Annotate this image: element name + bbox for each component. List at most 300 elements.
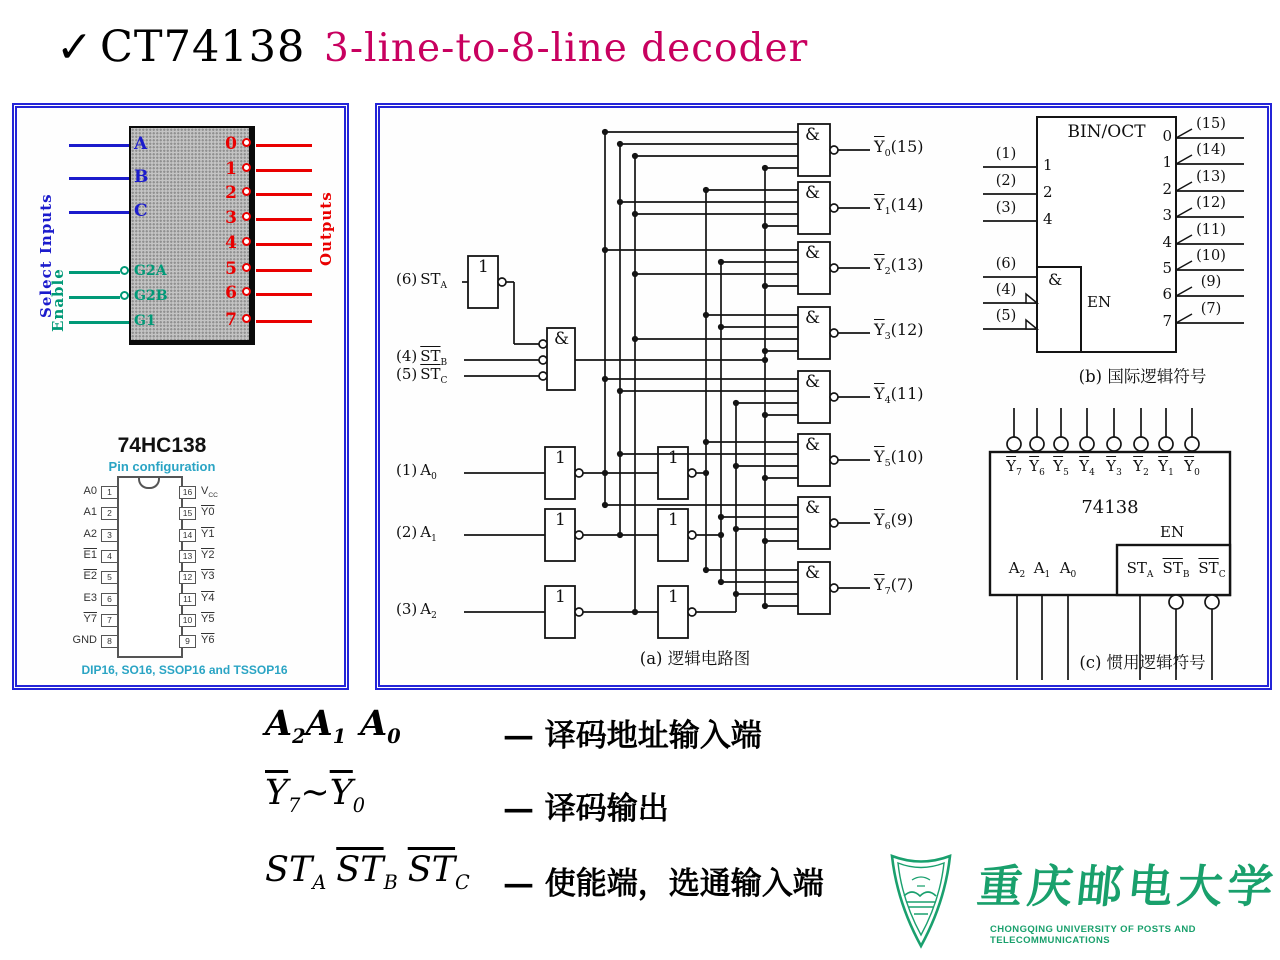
legend-term-enable: $ST_A$ $\overline{ST}_B$ $\overline{ST}_C$: [265, 850, 470, 894]
junction-dot: [632, 153, 638, 159]
text: $\overline{ST}$: [1198, 559, 1219, 577]
chip-enable-label: G1: [134, 313, 156, 329]
text: A1: [83, 506, 97, 518]
input-label-a2: [396, 601, 437, 621]
signal-symbol: $\overline{Y}_6$: [874, 510, 891, 533]
conv-output-label: [1100, 458, 1128, 478]
output-bubble: [242, 187, 251, 196]
university-name-cn: 重庆邮电大学: [974, 860, 1280, 913]
iec-input-weight: 2: [1043, 183, 1053, 201]
junction-dot: [703, 567, 709, 573]
junction-dot: [718, 532, 724, 538]
gate-symbol: 1: [668, 448, 679, 468]
output-label-y5: [874, 448, 924, 469]
signal-symbol: $\overline{Y}_3$: [874, 320, 891, 343]
output-wire: [256, 269, 312, 272]
chip-select-label: C: [134, 201, 148, 221]
inversion-bubble: [1134, 437, 1148, 451]
gate-symbol: 1: [668, 587, 679, 607]
enable-bubble: [120, 266, 129, 275]
junction-dot: [762, 283, 768, 289]
signal-symbol: $\overline{ST}_C$: [420, 365, 448, 386]
text: (10): [890, 447, 924, 466]
text: $\overline{Y}$: [1133, 457, 1144, 475]
junction-dot: [762, 475, 768, 481]
text: $\overline{Y}$: [874, 575, 885, 594]
text: A2: [83, 528, 97, 540]
iec-output-pin: (9): [1200, 274, 1222, 290]
pin-number: 1: [101, 486, 118, 499]
conv-output-label: [1073, 458, 1101, 478]
outputs-label: Outputs: [317, 191, 335, 266]
inversion-bubble: [830, 519, 838, 527]
pin-label: [43, 634, 97, 646]
text: Y4: [201, 592, 215, 604]
input-label-a1: [396, 524, 437, 544]
conv-output-label: [1178, 458, 1206, 478]
pin-label: [43, 592, 97, 604]
text: Y0: [201, 506, 215, 518]
circuit-drawing: [380, 108, 1267, 685]
text: A: [420, 461, 432, 479]
pin-number: 11: [179, 593, 196, 606]
gate-symbol: &: [805, 243, 821, 263]
text: $\overline{Y}$: [874, 255, 885, 274]
junction-dot: [762, 223, 768, 229]
inversion-bubble: [539, 356, 547, 364]
text: $\overline{ST}$: [420, 347, 441, 365]
pin-label: [43, 613, 97, 625]
junction-dot: [703, 470, 709, 476]
pin-label: [201, 528, 255, 540]
signal-symbol: $\overline{ST}_B$: [1162, 559, 1190, 580]
inversion-bubble: [830, 146, 838, 154]
pin-label: [43, 528, 97, 540]
junction-dot: [617, 451, 623, 457]
text: $\overline{Y}$: [874, 447, 885, 466]
output-bubble: [242, 263, 251, 272]
output-label-y1: [874, 196, 924, 217]
text: (4): [396, 347, 418, 365]
pin-number: 14: [179, 529, 196, 542]
output-wire: [256, 293, 312, 296]
pin-number: 9: [179, 635, 196, 648]
signal-symbol: $A_0$: [420, 461, 437, 482]
pin-label: [43, 485, 97, 497]
text: (2): [396, 523, 418, 541]
conv-en-label: EN: [1160, 523, 1185, 541]
junction-dot: [632, 336, 638, 342]
check-icon: ✓: [56, 22, 93, 73]
junction-dot: [718, 259, 724, 265]
text: $\overline{Y}$: [1006, 457, 1017, 475]
iec-output-num: 3: [1162, 206, 1172, 224]
chip-output-label: 6: [225, 283, 237, 303]
text: $\overline{Y}$: [874, 137, 885, 156]
junction-dot: [718, 514, 724, 520]
signal-symbol: $\overline{Y}_1$: [874, 195, 891, 218]
pin-number: 16: [179, 486, 196, 499]
output-bubble: [242, 212, 251, 221]
dip-package-body: [117, 476, 183, 658]
junction-dot: [762, 348, 768, 354]
chip-enable-label: G2B: [134, 288, 168, 304]
iec-output-num: 0: [1162, 127, 1172, 145]
pin-label: [43, 506, 97, 518]
iec-input-weight: 1: [1043, 156, 1053, 174]
inversion-bubble: [830, 329, 838, 337]
text: $\overline{Y}$: [1053, 457, 1064, 475]
pin-number: 15: [179, 507, 196, 520]
pin-number: 13: [179, 550, 196, 563]
page-title: CT74138: [100, 22, 306, 72]
text: Y6: [201, 634, 215, 646]
pin-label: [201, 613, 255, 625]
text: (9): [890, 510, 914, 529]
inversion-bubble: [575, 531, 583, 539]
signal-symbol: $\overline{Y}_4$: [1079, 457, 1095, 478]
text: $\overline{Y}$: [874, 195, 885, 214]
text: A: [1033, 559, 1045, 577]
enable-bubble: [120, 291, 129, 300]
pinconfig-packages: DIP16, SO16, SSOP16 and TSSOP16: [81, 663, 288, 677]
signal-symbol: $\overline{Y}_0$: [874, 137, 891, 160]
text: $\overline{Y}$: [874, 510, 885, 529]
iec-output-pin: (15): [1196, 116, 1226, 132]
signal-symbol: $\overline{Y}_2$: [874, 255, 891, 278]
text: Y2: [201, 549, 215, 561]
legend-term-outputs: $\overline{Y}_7\sim\overline{Y}_0$: [265, 773, 366, 817]
enable-label: Enable: [49, 268, 67, 332]
conv-output-label: [1047, 458, 1075, 478]
pin-label: $V_{CC}$: [201, 485, 218, 500]
iec-enable-pin: (5): [995, 308, 1017, 324]
gate-symbol: &: [805, 498, 821, 518]
signal-symbol: $ST_A$: [420, 270, 448, 291]
pin-label: [201, 506, 255, 518]
junction-dot: [733, 463, 739, 469]
text: $\overline{Y}$: [874, 320, 885, 339]
text: $\overline{Y}$: [1029, 457, 1040, 475]
text: E2: [83, 570, 97, 582]
inversion-bubble: [688, 608, 696, 616]
iec-enable-pin: (4): [995, 282, 1017, 298]
signal-symbol: $\overline{Y}_2$: [1133, 457, 1149, 478]
output-label-y0: [874, 138, 924, 159]
text: Y1: [201, 528, 215, 540]
output-label-y4: [874, 385, 924, 406]
iec-output-num: 2: [1162, 180, 1172, 198]
output-bubble: [242, 314, 251, 323]
pin-number: 4: [101, 550, 118, 563]
junction-dot: [617, 141, 623, 147]
signal-symbol: $A_2$: [420, 600, 437, 621]
inversion-bubble: [688, 469, 696, 477]
select-inputs-label: Select Inputs: [37, 193, 55, 318]
iec-output-pin: (13): [1196, 169, 1226, 185]
junction-dot: [718, 324, 724, 330]
iec-output-pin: (7): [1200, 301, 1222, 317]
logic-diagrams-panel: [375, 103, 1272, 690]
iec-input-weight: 4: [1043, 210, 1053, 228]
signal-symbol: $\overline{Y}_0$: [1184, 457, 1200, 478]
output-bubble: [242, 287, 251, 296]
text: $\overline{Y}$: [1106, 457, 1117, 475]
text: $\overline{Y}$: [1079, 457, 1090, 475]
iec-output-num: 4: [1162, 233, 1172, 251]
text: (11): [890, 384, 924, 403]
junction-dot: [762, 603, 768, 609]
text: V: [201, 485, 209, 497]
conv-output-label: [1152, 458, 1180, 478]
iec-input-pin: (1): [995, 146, 1017, 162]
chip-select-label: B: [134, 167, 149, 187]
inversion-bubble: [1205, 595, 1219, 609]
text: A: [420, 523, 432, 541]
gate-symbol: &: [805, 563, 821, 583]
text: (15): [890, 137, 924, 156]
chip-output-label: 2: [225, 183, 237, 203]
inversion-bubble: [539, 372, 547, 380]
inversion-bubble: [1080, 437, 1094, 451]
junction-dot: [602, 247, 608, 253]
junction-dot: [617, 388, 623, 394]
signal-symbol: $\overline{Y}_6$: [1029, 457, 1045, 478]
text: Y5: [201, 613, 215, 625]
iec-output-num: 7: [1162, 312, 1172, 330]
text: $\overline{ST}$: [1162, 559, 1183, 577]
text: A0: [83, 485, 97, 497]
output-bubble: [242, 138, 251, 147]
junction-dot: [632, 609, 638, 615]
signal-symbol: $\overline{Y}_5$: [874, 447, 891, 470]
caption-c: (c) 惯用逻辑符号: [1079, 653, 1206, 672]
chip-output-label: 7: [225, 310, 237, 330]
conv-st-label: [1191, 560, 1233, 580]
text: (14): [890, 195, 924, 214]
pin-number: 10: [179, 614, 196, 627]
junction-dot: [602, 470, 608, 476]
legend-desc-enable: — 使能端，选通输入端: [503, 866, 824, 902]
inversion-bubble: [830, 264, 838, 272]
text: E3: [83, 592, 97, 604]
junction-dot: [617, 532, 623, 538]
inversion-bubble: [830, 584, 838, 592]
signal-symbol: $\overline{Y}_1$: [1158, 457, 1174, 478]
select-input-wire: [69, 177, 129, 180]
output-wire: [256, 243, 312, 246]
output-bubble: [242, 237, 251, 246]
inversion-bubble: [1159, 437, 1173, 451]
legend-desc-address: — 译码地址输入端: [503, 718, 762, 754]
pin-number: 2: [101, 507, 118, 520]
junction-dot: [733, 591, 739, 597]
junction-dot: [762, 165, 768, 171]
inversion-bubble: [1185, 437, 1199, 451]
inversion-bubble: [575, 469, 583, 477]
text: ST: [1126, 559, 1147, 577]
inversion-bubble: [1169, 595, 1183, 609]
inversion-bubble: [575, 608, 583, 616]
caption-a: (a) 逻辑电路图: [639, 649, 751, 668]
text: (1): [396, 461, 418, 479]
iec-and-symbol: &: [1048, 270, 1063, 289]
pin-number: 5: [101, 571, 118, 584]
pin-number: 3: [101, 529, 118, 542]
conv-output-label: [1127, 458, 1155, 478]
pin-label: [201, 592, 255, 604]
signal-symbol: $\overline{Y}_7$: [1006, 457, 1022, 478]
gate-symbol: 1: [478, 257, 489, 277]
text: (12): [890, 320, 924, 339]
text: ST: [420, 270, 441, 288]
text: $\overline{Y}$: [1158, 457, 1169, 475]
junction-dot: [632, 211, 638, 217]
page-subtitle: 3-line-to-8-line decoder: [324, 26, 809, 71]
signal-symbol: $\overline{ST}_B$: [420, 347, 448, 368]
signal-symbol: $\overline{Y}_5$: [1053, 457, 1069, 478]
conv-addr-label: [1029, 560, 1055, 580]
inversion-bubble: [498, 278, 506, 286]
output-wire: [256, 218, 312, 221]
conv-addr-label: [1055, 560, 1081, 580]
enable-input-wire: [69, 296, 120, 299]
iec-output-pin: (12): [1196, 195, 1226, 211]
legend-desc-outputs: — 译码输出: [503, 791, 669, 827]
output-wire: [256, 320, 312, 323]
junction-dot: [733, 526, 739, 532]
pin-label: [43, 549, 97, 561]
gate-symbol: &: [805, 125, 821, 145]
junction-dot: [762, 412, 768, 418]
signal-symbol: $\overline{ST}_C$: [1198, 559, 1226, 580]
gate-symbol: 1: [555, 587, 566, 607]
signal-symbol: $\overline{Y}_4$: [874, 384, 891, 407]
text: A: [1008, 559, 1020, 577]
pin-label: [201, 549, 255, 561]
gate-symbol: 1: [555, 448, 566, 468]
chip-output-label: 0: [225, 134, 237, 154]
pinconfig-title: 74HC138: [117, 434, 207, 457]
pin-label: [201, 634, 255, 646]
text: (5): [396, 365, 418, 383]
iec-output-pin: (11): [1196, 222, 1226, 238]
chip-overview-panel: [12, 103, 349, 690]
text: A: [420, 600, 432, 618]
text: $\overline{Y}$: [874, 384, 885, 403]
text: (7): [890, 575, 914, 594]
inversion-bubble: [688, 531, 696, 539]
text: Y7: [83, 613, 97, 625]
junction-dot: [718, 579, 724, 585]
junction-dot: [602, 376, 608, 382]
inversion-bubble: [539, 340, 547, 348]
iec-title: BIN/OCT: [1067, 122, 1146, 142]
junction-dot: [617, 199, 623, 205]
output-wire: [256, 169, 312, 172]
junction-dot: [762, 538, 768, 544]
conv-part-number: 74138: [1081, 497, 1139, 518]
output-label-y6: [874, 511, 913, 532]
junction-dot: [733, 400, 739, 406]
text: (13): [890, 255, 924, 274]
chip-output-label: 3: [225, 208, 237, 228]
gate-symbol: 1: [555, 510, 566, 530]
gate-symbol: &: [554, 329, 570, 349]
pin-label: [43, 570, 97, 582]
iec-output-num: 6: [1162, 285, 1172, 303]
signal-symbol: $A_1$: [420, 523, 437, 544]
iec-enable-pin: (6): [995, 256, 1017, 272]
text: A: [1059, 559, 1071, 577]
junction-dot: [703, 439, 709, 445]
signal-symbol: $A_1$: [1033, 559, 1051, 580]
inversion-bubble: [830, 204, 838, 212]
chip-enable-label: G2A: [134, 263, 167, 279]
signal-symbol: $\overline{Y}_3$: [1106, 457, 1122, 478]
text: Y3: [201, 570, 215, 582]
output-wire: [256, 144, 312, 147]
chip-output-label: 5: [225, 259, 237, 279]
pin-number: 6: [101, 593, 118, 606]
select-input-wire: [69, 211, 129, 214]
junction-dot: [602, 129, 608, 135]
output-wire: [256, 193, 312, 196]
gate-symbol: &: [805, 435, 821, 455]
input-label-a0: [396, 462, 437, 482]
legend-term-address: $A_2A_1$ $A_0$: [265, 703, 401, 748]
gate-symbol: &: [805, 183, 821, 203]
select-input-wire: [69, 144, 129, 147]
output-bubble: [242, 163, 251, 172]
text: GND: [72, 634, 97, 646]
input-label-sta: [396, 271, 447, 291]
chip-select-label: A: [134, 134, 148, 154]
signal-symbol: $A_2$: [1008, 559, 1026, 580]
iec-input-pin: (3): [995, 200, 1017, 216]
signal-symbol: $A_0$: [1059, 559, 1077, 580]
iec-output-num: 5: [1162, 259, 1172, 277]
inversion-bubble: [1107, 437, 1121, 451]
text: E1: [83, 549, 97, 561]
university-emblem-icon: [884, 850, 958, 952]
enable-input-wire: [69, 321, 129, 324]
junction-dot: [703, 187, 709, 193]
pinconfig-subtitle: Pin configuration: [108, 459, 216, 474]
junction-dot: [602, 502, 608, 508]
gate-symbol: 1: [668, 510, 679, 530]
inversion-bubble: [1030, 437, 1044, 451]
inversion-bubble: [1054, 437, 1068, 451]
pin-number: 8: [101, 635, 118, 648]
output-label-y2: [874, 256, 924, 277]
chip-output-label: 1: [225, 159, 237, 179]
pin-label: [201, 570, 255, 582]
input-label-stc: [396, 366, 447, 386]
signal-symbol: $ST_A$: [1126, 559, 1154, 580]
output-label-y3: [874, 321, 924, 342]
iec-output-num: 1: [1162, 153, 1172, 171]
pin-number: 7: [101, 614, 118, 627]
junction-dot: [703, 312, 709, 318]
university-name-en: CHONGQING UNIVERSITY OF POSTS AND TELECOMMUNICATIONS: [990, 924, 1196, 946]
inversion-bubble: [1007, 437, 1021, 451]
iec-output-pin: (14): [1196, 142, 1226, 158]
iec-input-pin: (2): [995, 173, 1017, 189]
text: (3): [396, 600, 418, 618]
pin-number: 12: [179, 571, 196, 584]
output-label-y7: [874, 576, 913, 597]
